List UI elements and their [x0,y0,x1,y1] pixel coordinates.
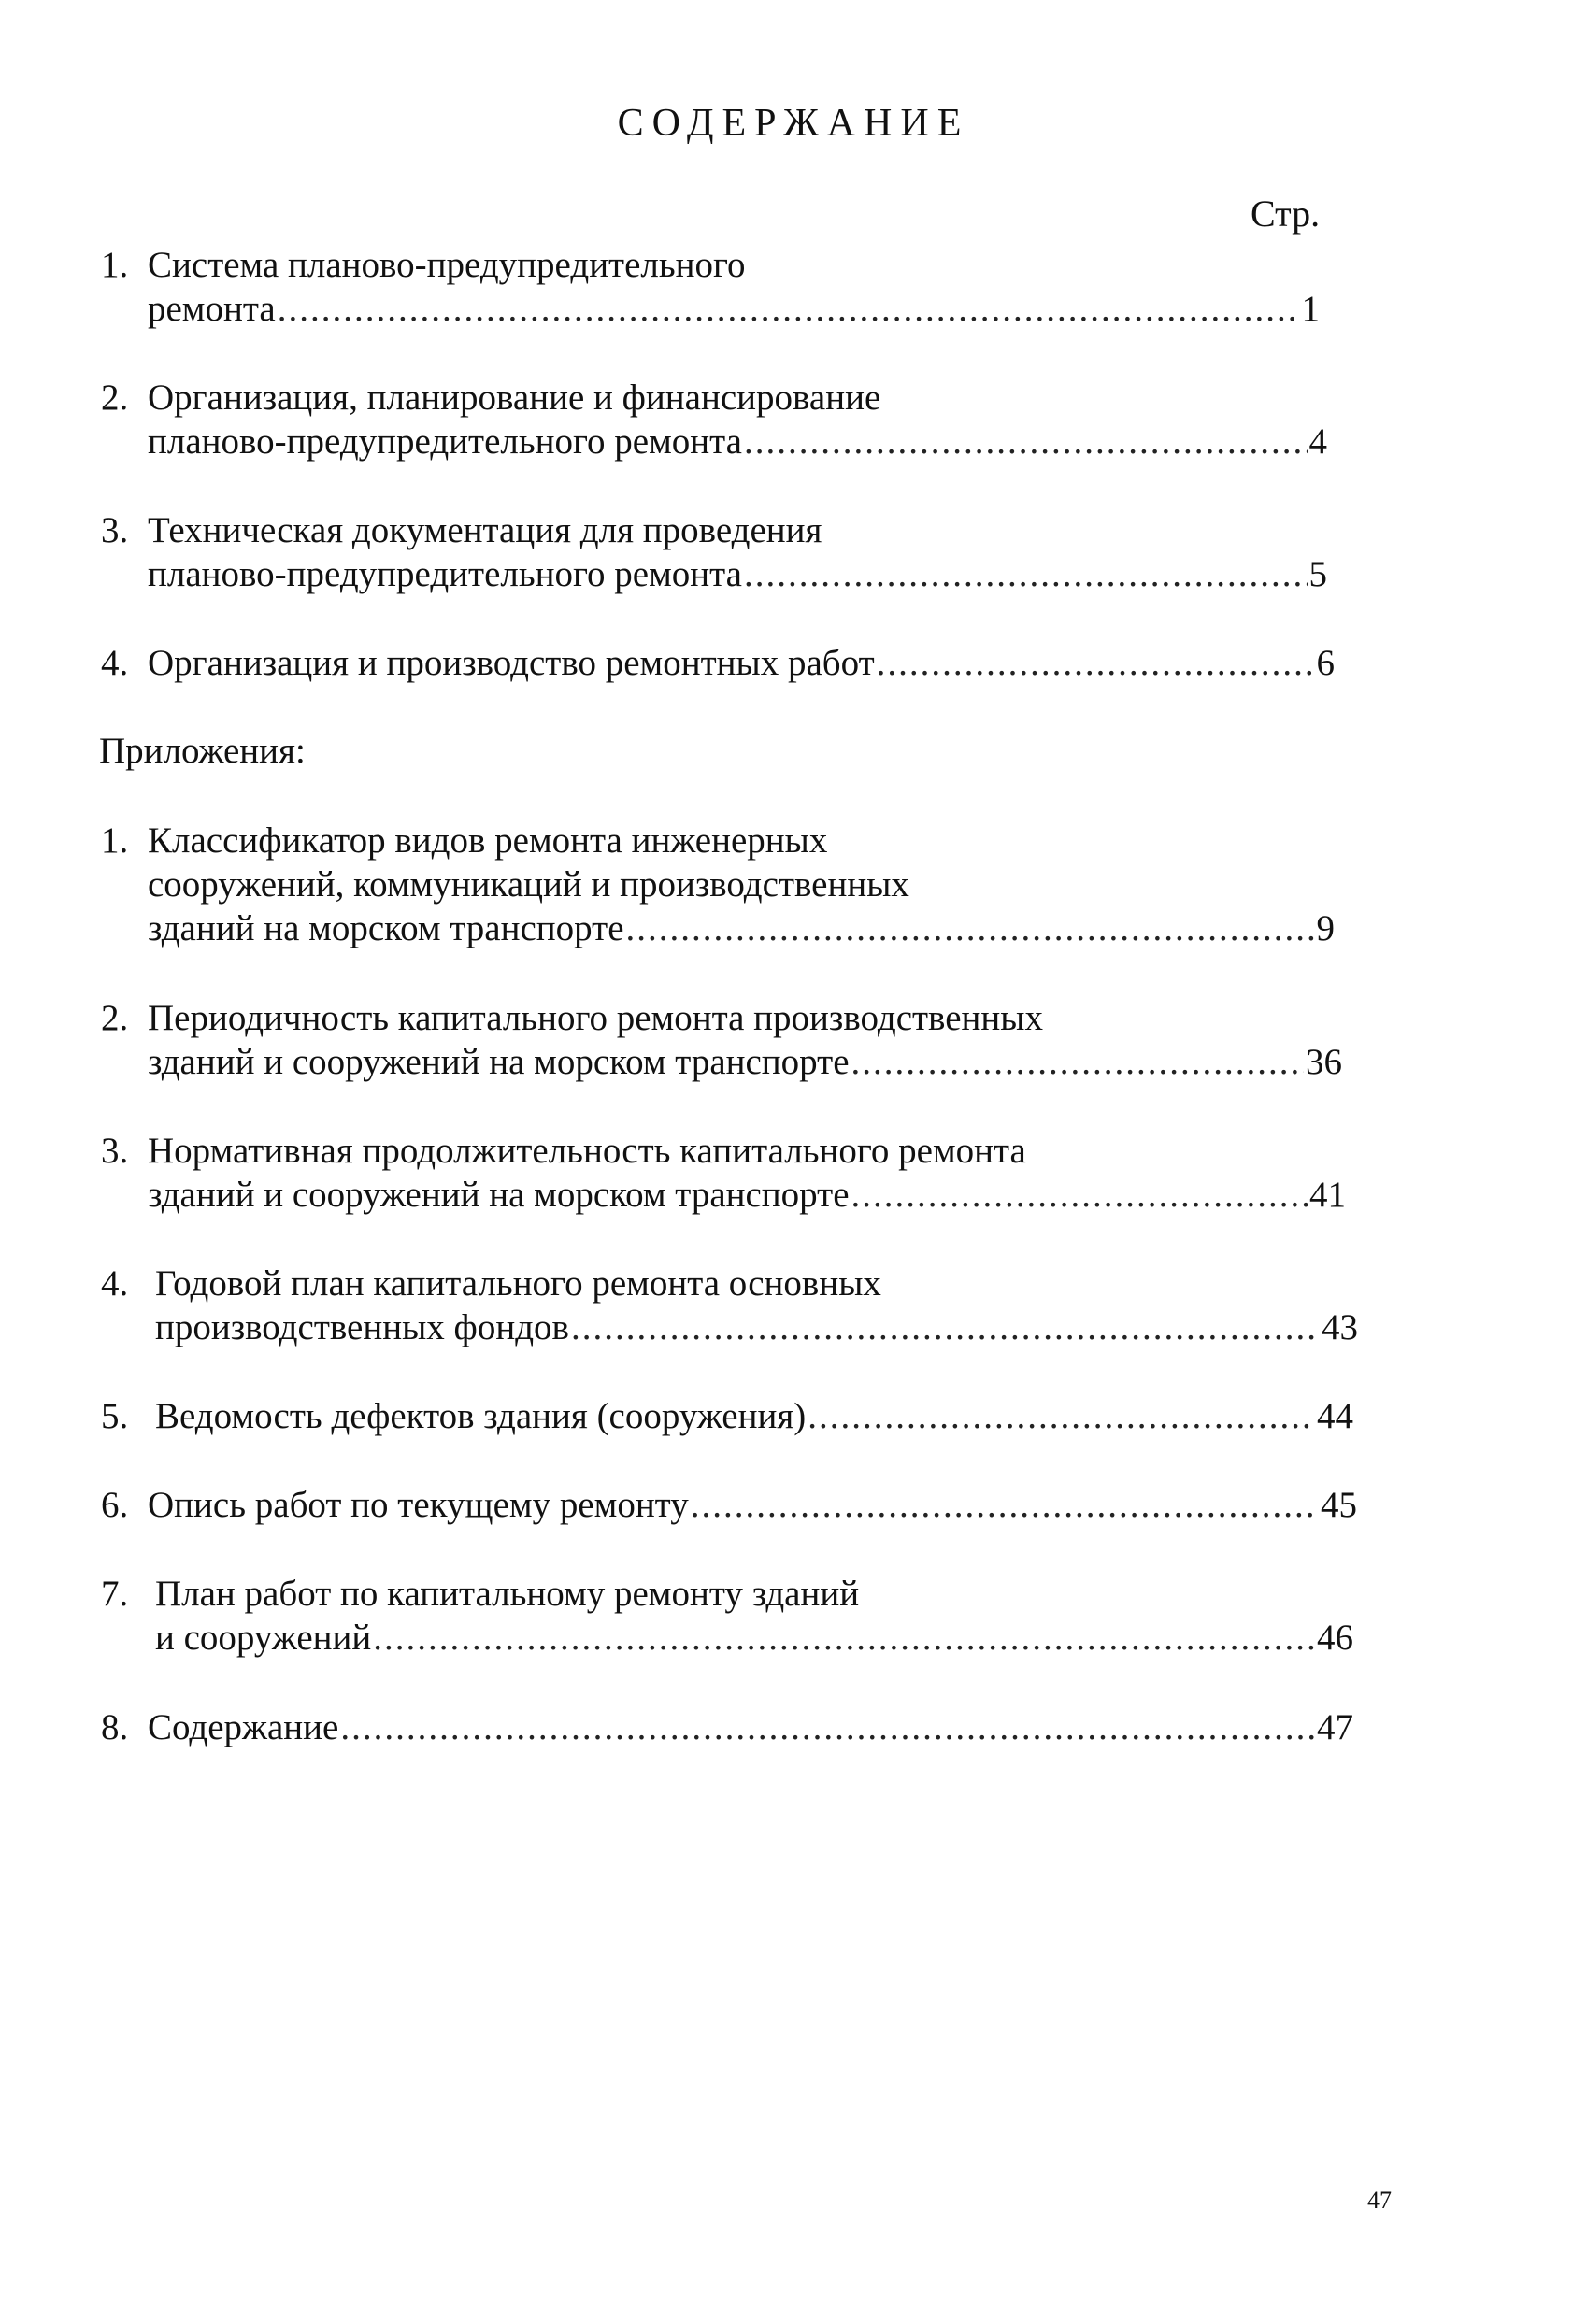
dot-leader [278,289,1300,330]
page-number: 47 [1367,2187,1392,2214]
toc-entry-text: производственных фондов [155,1307,569,1347]
toc-entry-text: ремонта [148,289,276,329]
section-number: 4. [101,643,129,683]
toc-page-number: 44 [1317,1396,1353,1436]
section-title-line: Организация, планирование и финансирование [148,378,881,418]
toc-page-number: 47 [1317,1707,1353,1747]
toc-page-number: 43 [1322,1307,1358,1347]
appendix-title-line: Классификатор видов ремонта инженерных [148,820,828,861]
toc-entry[interactable] [155,1618,1353,1659]
toc-page-number: 45 [1321,1485,1357,1525]
toc-entry-text: Ведомость дефектов здания (сооружения) [155,1396,807,1436]
toc-page-number: 9 [1316,908,1335,948]
dot-leader [691,1485,1319,1526]
toc-entry[interactable] [148,1175,1346,1216]
page-column-label: Стр. [1251,192,1321,235]
toc-entry-text: и сооружений [155,1618,372,1658]
dot-leader [851,1175,1308,1216]
toc-page-number: 5 [1308,554,1327,594]
toc-entry[interactable] [148,289,1320,330]
section-title-line: Техническая документация для проведения [148,510,822,550]
appendix-title-line: Периодичность капитального ремонта производственных [148,998,1043,1038]
section-number: 1. [101,245,129,285]
toc-entry[interactable] [148,421,1327,463]
section-number: 2. [101,378,129,418]
toc-entry-text: Организация и производство ремонтных работ [148,643,875,683]
toc-entry[interactable] [148,1707,1353,1748]
appendix-number: 7. [101,1574,129,1614]
toc-entry-text: зданий и сооружений на морском транспорте [148,1175,850,1215]
toc-entry-text: зданий на морском транспорте [148,908,624,948]
toc-page-number: 46 [1317,1618,1353,1658]
appendix-heading: Приложения: [99,731,306,771]
appendix-title-line: План работ по капитальному ремонту зданий [155,1574,860,1614]
toc-page-number: 1 [1301,289,1320,329]
dot-leader [877,643,1315,684]
appendix-number: 3. [101,1131,129,1171]
toc-entry-text: планово-предупредительного ремонта [148,554,742,594]
toc-entry-text: Содержание [148,1707,339,1747]
toc-page-number: 6 [1316,643,1335,683]
appendix-number: 4. [101,1263,129,1304]
appendix-title-line: сооружений, коммуникаций и производственных [148,864,909,905]
appendix-number: 2. [101,998,129,1038]
appendix-title-line: Годовой план капитального ремонта основных [155,1263,881,1304]
toc-entry[interactable] [148,554,1327,595]
toc-page-number: 36 [1306,1042,1342,1082]
dot-leader [571,1307,1320,1348]
dot-leader [808,1396,1315,1437]
dot-leader [626,908,1315,949]
toc-entry[interactable] [155,1396,1353,1437]
section-title-line: Система планово-предупредительного [148,245,746,285]
dot-leader [373,1618,1315,1659]
toc-page-number: 4 [1308,421,1327,462]
appendix-number: 6. [101,1485,129,1525]
dot-leader [744,421,1308,463]
page-title: СОДЕРЖАНИЕ [617,102,970,145]
dot-leader [744,554,1308,595]
toc-entry[interactable] [148,908,1335,949]
toc-entry[interactable] [155,1307,1358,1348]
toc-entry[interactable] [148,1485,1357,1526]
section-number: 3. [101,510,129,550]
toc-page-number: 41 [1309,1175,1346,1215]
appendix-number: 8. [101,1707,129,1747]
toc-entry-text: зданий и сооружений на морском транспорте [148,1042,850,1082]
toc-entry-text: планово-предупредительного ремонта [148,421,742,462]
dot-leader [340,1707,1315,1748]
appendix-number: 1. [101,820,129,861]
toc-entry[interactable] [148,1042,1342,1083]
toc-entry-text: Опись работ по текущему ремонту [148,1485,689,1525]
appendix-title-line: Нормативная продолжительность капитального ремонта [148,1131,1026,1171]
toc-entry[interactable] [148,643,1335,684]
dot-leader [851,1042,1304,1083]
appendix-number: 5. [101,1396,129,1436]
